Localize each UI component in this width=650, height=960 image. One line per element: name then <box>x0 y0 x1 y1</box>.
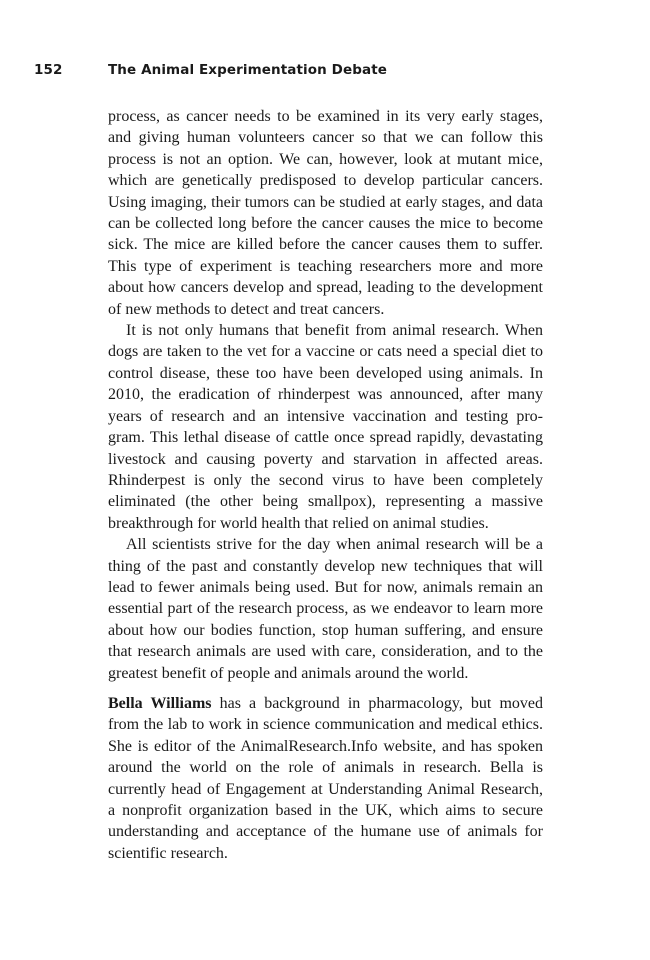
paragraph-rhinderpest: It is not only humans that benefit from animal research. When dogs are taken to the vet for a vaccine or cats need a special diet to control disease, these too have been developed using animals. In 2010, the eradication of rhinderpest was announced, after many years of research and an intensive vaccination and testing pro-gram. This lethal disease of cattle once spread rapidly, devastating livestock and causing poverty and starvation in affected areas. Rhinderpest is only the second virus to have been completely eliminated (the other being smallpox), representing a massive breakthrough for world health that relied on animal studies. <box>108 322 543 532</box>
author-name: Bella Williams <box>108 694 212 712</box>
body-text <box>108 106 543 864</box>
book-title: The Animal Experimentation Debate <box>108 62 388 78</box>
page-number: 152 <box>34 62 63 78</box>
running-header <box>34 62 387 78</box>
author-bio-text: has a background in pharmacology, but moved from the lab to work in science communication and medical ethics. She is editor of the AnimalResearch.Info website, and has spoken around the world on the role of animals in research. Bella is currently head of Engagement at Understanding Animal Research, a nonprofit organization based in the UK, which aims to secure understanding and acceptance of the humane use of animals for scientific research. <box>108 694 543 862</box>
paragraph-continued: process, as cancer needs to be examined in its very early stages, and giving human volunteers cancer so that we can follow this process is not an option. We can, however, look at mutant mice, which are genetically predisposed to develop particular cancers. Using imaging, their tumors can be studied at early stages, and data can be collected long before the cancer causes the mice to become sick. The mice are killed before the cancer causes them to suffer. This type of experiment is teaching researchers more and more about how cancers develop and spread, leading to the development of new methods to detect and treat cancers. <box>108 108 543 318</box>
author-bio <box>108 693 543 864</box>
paragraph-conclusion: All scientists strive for the day when animal research will be a thing of the past and constantly develop new techniques that will lead to fewer animals being used. But for now, animals remain an essential part of the research process, as we endeavor to learn more about how our bodies function, stop human suffering, and ensure that research animals are used with care, consideration, and to the greatest benefit of people and animals around the world. <box>108 536 543 682</box>
